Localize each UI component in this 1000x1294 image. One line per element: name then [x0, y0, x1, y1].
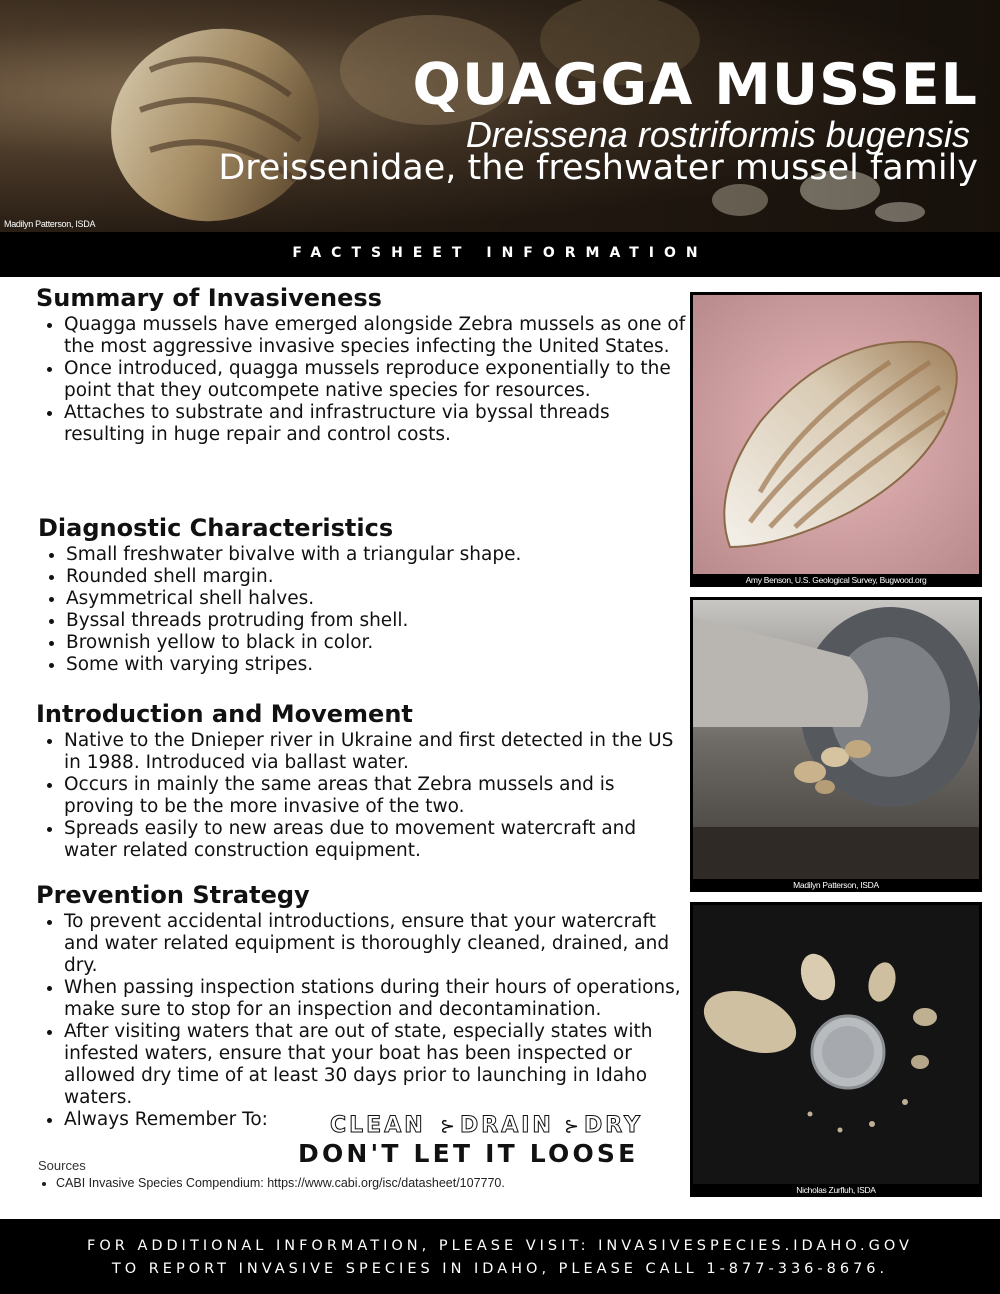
photo-credit: Amy Benson, U.S. Geological Survey, Bugwood.org [745, 575, 927, 585]
photo-credit: Madilyn Patterson, ISDA [793, 880, 879, 890]
scientific-name: Dreissena rostriformis bugensis [465, 114, 970, 155]
factsheet-banner: FACTSHEET INFORMATION [0, 232, 1000, 277]
hero-header [0, 0, 1000, 232]
footer [0, 1219, 1000, 1294]
list-item: • Spreads easily to new areas due to movement watercraft and water related construction equipment. [64, 818, 686, 862]
list-item: • After visiting waters that are out of state, especially states with infested waters, ensure that your boat has been inspected or allowed dry time of at least 30 days prior to launching in Idaho waters. [64, 1021, 686, 1109]
section-prevention [36, 881, 686, 1131]
photo-mussel-shell [690, 292, 982, 587]
logo-word-dry: DRY [584, 1113, 643, 1138]
sources-list [38, 1176, 505, 1190]
photo-mussels-with-dime [690, 902, 982, 1197]
prevention-heading: Prevention Strategy [36, 881, 310, 909]
source-item: • CABI Invasive Species Compendium: https://www.cabi.org/isc/datasheet/107770. [56, 1176, 505, 1190]
introduction-heading: Introduction and Movement [36, 700, 413, 728]
hero-photo-credit: Madilyn Patterson, ISDA [4, 219, 96, 229]
logo-word-clean: CLEAN [330, 1113, 426, 1138]
footer-visit-line: FOR ADDITIONAL INFORMATION, PLEASE VISIT: INVASIVESPECIES.IDAHO.GOV [87, 1238, 913, 1254]
list-item: • Rounded shell margin. [66, 566, 688, 588]
list-item: • Brownish yellow to black in color. [66, 632, 688, 654]
footer-report-line: TO REPORT INVASIVE SPECIES IN IDAHO, PLEASE CALL 1-877-336-8676. [111, 1261, 889, 1277]
logo-separator-icon: ⊱ [440, 1116, 456, 1137]
prevention-list [36, 911, 686, 1131]
list-item: • Once introduced, quagga mussels reproduce exponentially to the point that they outcompete native species for resources. [64, 358, 686, 402]
list-item: • To prevent accidental introductions, ensure that your watercraft and water related equipment is thoroughly cleaned, drained, and dry. [64, 911, 686, 977]
list-item: • Asymmetrical shell halves. [66, 588, 688, 610]
mussel-shell-image [690, 292, 982, 574]
sources-heading: Sources [38, 1158, 86, 1173]
list-item: • Native to the Dnieper river in Ukraine and first detected in the US in 1988. Introduced via ballast water. [64, 730, 686, 774]
summary-list [36, 314, 686, 446]
list-item: • Occurs in mainly the same areas that Zebra mussels and is proving to be the more invasive of the two. [64, 774, 686, 818]
section-diagnostic [38, 514, 688, 676]
section-summary [36, 284, 686, 446]
list-item: • Attaches to substrate and infrastructure via byssal threads resulting in huge repair and control costs. [64, 402, 686, 446]
photo-mussels-on-pipe [690, 597, 982, 892]
mussels-on-pipe-image [690, 597, 982, 879]
logo-tagline: DON'T LET IT LOOSE [298, 1139, 639, 1168]
list-item: • Some with varying stripes. [66, 654, 688, 676]
clean-drain-dry-logo [294, 1108, 654, 1170]
summary-heading: Summary of Invasiveness [36, 284, 382, 312]
logo-separator-icon: ⊱ [564, 1116, 580, 1137]
page-title: QUAGGA MUSSEL [412, 52, 978, 118]
list-item: • When passing inspection stations during their hours of operations, make sure to stop for an inspection and decontamination. [64, 977, 686, 1021]
section-introduction [36, 700, 686, 862]
list-item: • Small freshwater bivalve with a triangular shape. [66, 544, 688, 566]
photo-credit: Nicholas Zurfluh, ISDA [796, 1185, 876, 1195]
list-item: • Quagga mussels have emerged alongside Zebra mussels as one of the most aggressive invasive species infecting the United States. [64, 314, 686, 358]
mussels-with-dime-image [690, 902, 982, 1184]
family-name: Dreissenidae, the freshwater mussel family [218, 148, 978, 188]
logo-word-drain: DRAIN [460, 1113, 554, 1138]
list-item: • Byssal threads protruding from shell. [66, 610, 688, 632]
diagnostic-list [38, 544, 688, 676]
introduction-list [36, 730, 686, 862]
diagnostic-heading: Diagnostic Characteristics [38, 514, 394, 542]
list-item-remember: • Always Remember To: [64, 1109, 686, 1131]
